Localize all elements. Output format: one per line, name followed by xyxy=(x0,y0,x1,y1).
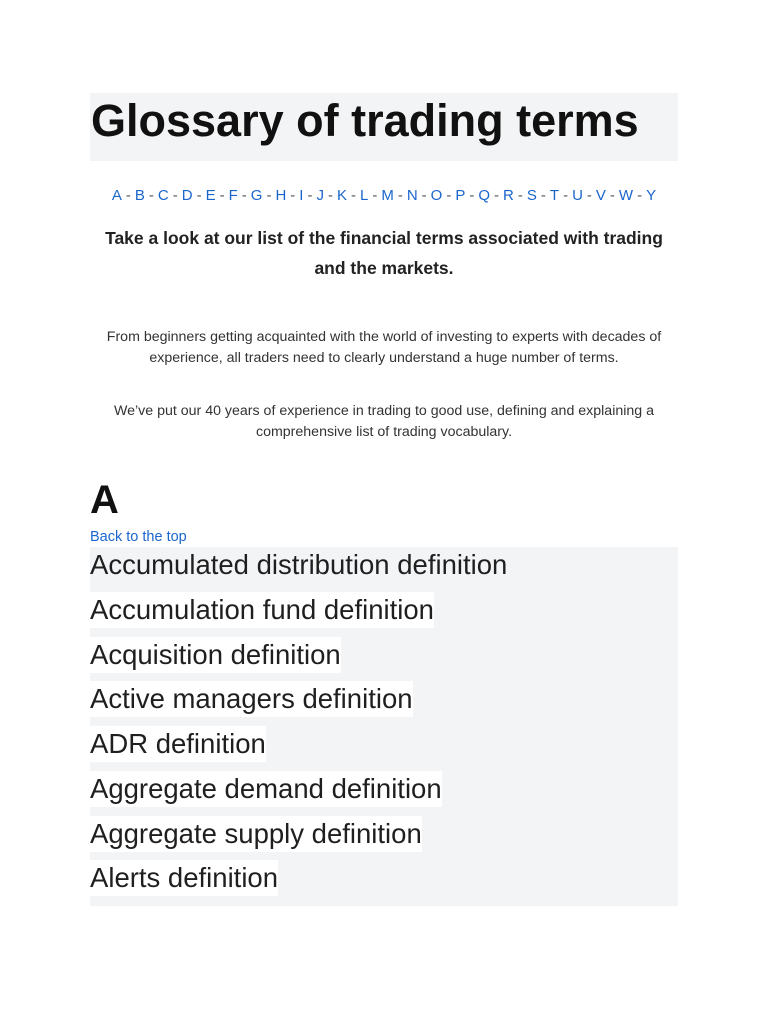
lead-text: Take a look at our list of the financial terms associated with trading and the markets. xyxy=(105,228,663,278)
alphabet-nav xyxy=(90,186,678,206)
alphabet-separator: - xyxy=(397,187,403,204)
term-link[interactable]: Aggregate demand definition xyxy=(90,771,442,807)
alphabet-separator: - xyxy=(469,187,475,204)
back-to-top-link[interactable]: Back to the top xyxy=(90,529,187,545)
alphabet-separator: - xyxy=(266,187,272,204)
term-link[interactable]: Accumulated distribution definition xyxy=(90,549,508,580)
term-link[interactable]: Alerts definition xyxy=(90,860,278,896)
alphabet-link-h[interactable]: H xyxy=(275,187,287,204)
alphabet-link-m[interactable]: M xyxy=(381,187,394,204)
glossary-page xyxy=(90,93,678,906)
alphabet-separator: - xyxy=(540,187,546,204)
alphabet-separator: - xyxy=(350,187,356,204)
alphabet-link-f[interactable]: F xyxy=(228,187,238,204)
alphabet-separator: - xyxy=(494,187,500,204)
alphabet-link-q[interactable]: Q xyxy=(478,187,491,204)
alphabet-separator: - xyxy=(125,187,131,204)
section-heading-a: A xyxy=(90,478,119,522)
alphabet-link-k[interactable]: K xyxy=(336,187,347,204)
alphabet-link-r[interactable]: R xyxy=(503,187,514,204)
alphabet-separator: - xyxy=(172,187,178,204)
alphabet-separator: - xyxy=(609,187,615,204)
alphabet-link-n[interactable]: N xyxy=(406,187,418,204)
alphabet-separator: - xyxy=(446,187,452,204)
intro-paragraph-2: We’ve put our 40 years of experience in trading to good use, defining and explaining a comprehensive list of trading vocabulary. xyxy=(113,403,654,440)
alphabet-separator: - xyxy=(637,187,643,204)
term-item[interactable] xyxy=(90,547,678,592)
alphabet-link-l[interactable]: L xyxy=(359,187,369,204)
alphabet-link-o[interactable]: O xyxy=(430,187,443,204)
alphabet-separator: - xyxy=(372,187,378,204)
alphabet-link-e[interactable]: E xyxy=(205,187,216,204)
alphabet-link-d[interactable]: D xyxy=(181,187,193,204)
alphabet-link-g[interactable]: G xyxy=(250,187,263,204)
term-item[interactable] xyxy=(90,860,678,905)
alphabet-separator: - xyxy=(290,187,296,204)
alphabet-link-t[interactable]: T xyxy=(549,187,560,204)
alphabet-link-j[interactable]: J xyxy=(316,187,324,204)
term-link[interactable]: Acquisition definition xyxy=(90,637,341,673)
alphabet-link-s[interactable]: S xyxy=(526,187,537,204)
alphabet-link-p[interactable]: P xyxy=(455,187,466,204)
term-item[interactable] xyxy=(90,771,678,816)
alphabet-link-i[interactable]: I xyxy=(299,187,304,204)
alphabet-separator: - xyxy=(241,187,247,204)
alphabet-separator: - xyxy=(563,187,569,204)
alphabet-separator: - xyxy=(421,187,427,204)
term-link[interactable]: Active managers definition xyxy=(90,681,413,717)
term-item[interactable] xyxy=(90,726,678,771)
term-link[interactable]: Accumulation fund definition xyxy=(90,592,434,628)
term-list xyxy=(90,547,678,906)
term-item[interactable] xyxy=(90,816,678,861)
term-link[interactable]: ADR definition xyxy=(90,726,266,762)
alphabet-separator: - xyxy=(219,187,225,204)
alphabet-link-v[interactable]: V xyxy=(595,187,606,204)
term-item[interactable] xyxy=(90,637,678,682)
alphabet-separator: - xyxy=(327,187,333,204)
alphabet-link-b[interactable]: B xyxy=(134,187,145,204)
alphabet-separator: - xyxy=(196,187,202,204)
page-title: Glossary of trading terms xyxy=(91,95,639,146)
alphabet-separator: - xyxy=(517,187,523,204)
term-item[interactable] xyxy=(90,681,678,726)
alphabet-separator: - xyxy=(148,187,154,204)
term-item[interactable] xyxy=(90,592,678,637)
alphabet-link-w[interactable]: W xyxy=(618,187,634,204)
intro-paragraph-1: From beginners getting acquainted with the world of investing to experts with decades of experience, all traders need to clearly understand a huge number of terms. xyxy=(106,329,662,366)
alphabet-link-c[interactable]: C xyxy=(157,187,169,204)
title-box xyxy=(90,93,678,161)
alphabet-link-a[interactable]: A xyxy=(111,187,122,204)
term-link[interactable]: Aggregate supply definition xyxy=(90,816,422,852)
alphabet-separator: - xyxy=(307,187,313,204)
alphabet-link-u[interactable]: U xyxy=(572,187,583,204)
alphabet-link-y[interactable]: Y xyxy=(646,187,657,204)
alphabet-separator: - xyxy=(586,187,592,204)
